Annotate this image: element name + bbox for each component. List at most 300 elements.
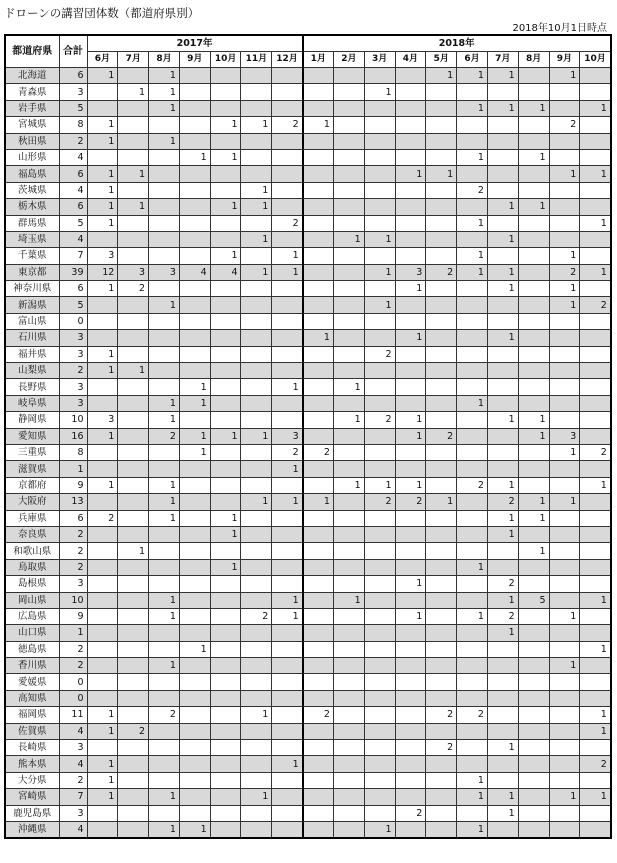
month-count-cell: [426, 592, 457, 608]
month-count-cell: [549, 461, 580, 477]
month-count-cell: [303, 68, 334, 84]
month-count-cell: 1: [210, 117, 241, 133]
month-count-cell: [395, 395, 426, 411]
month-count-cell: [549, 346, 580, 362]
prefecture-cell: 栃木県: [5, 199, 59, 215]
month-count-cell: [518, 166, 549, 182]
month-count-cell: 1: [364, 477, 395, 493]
month-count-cell: [487, 444, 518, 460]
month-count-cell: [580, 117, 611, 133]
month-count-cell: 1: [487, 510, 518, 526]
month-count-cell: [241, 461, 272, 477]
month-count-cell: 2: [87, 510, 118, 526]
month-count-cell: 1: [87, 772, 118, 788]
month-count-cell: [333, 805, 364, 821]
month-count-cell: [395, 543, 426, 559]
table-row: [5, 281, 611, 297]
month-count-cell: [210, 68, 241, 84]
month-count-cell: [364, 248, 395, 264]
month-count-cell: [395, 133, 426, 149]
month-count-cell: 1: [580, 592, 611, 608]
prefecture-cell: 三重県: [5, 444, 59, 460]
month-count-cell: [395, 641, 426, 657]
month-count-cell: [333, 444, 364, 460]
month-count-cell: [333, 428, 364, 444]
total-cell: 3: [59, 379, 87, 395]
month-count-cell: [457, 740, 488, 756]
month-count-cell: [580, 182, 611, 198]
month-count-cell: [364, 313, 395, 329]
month-count-cell: [580, 608, 611, 624]
month-count-cell: 2: [149, 707, 180, 723]
month-count-cell: [303, 346, 334, 362]
page-title: ドローンの講習団体数（都道府県別）: [4, 6, 200, 20]
month-count-cell: [549, 805, 580, 821]
total-cell: 3: [59, 330, 87, 346]
month-count-cell: 1: [149, 297, 180, 313]
month-count-cell: [580, 740, 611, 756]
month-count-cell: [580, 625, 611, 641]
month-count-cell: [426, 281, 457, 297]
month-count-cell: [457, 84, 488, 100]
month-count-cell: [303, 690, 334, 706]
month-count-cell: [333, 182, 364, 198]
total-cell: 0: [59, 690, 87, 706]
month-count-cell: 1: [87, 428, 118, 444]
month-count-cell: 1: [395, 608, 426, 624]
month-count-cell: 1: [395, 576, 426, 592]
month-count-cell: [395, 789, 426, 805]
month-count-cell: [179, 592, 210, 608]
month-count-cell: [426, 625, 457, 641]
month-count-cell: [118, 740, 149, 756]
drone-school-table: [4, 34, 612, 839]
month-count-cell: [118, 133, 149, 149]
month-count-cell: [179, 526, 210, 542]
month-count-cell: [179, 313, 210, 329]
month-count-cell: 1: [549, 444, 580, 460]
prefecture-cell: 滋賀県: [5, 461, 59, 477]
month-count-cell: 2: [457, 182, 488, 198]
month-count-cell: [333, 510, 364, 526]
month-count-cell: 1: [487, 789, 518, 805]
total-cell: 39: [59, 264, 87, 280]
prefecture-cell: 愛媛県: [5, 674, 59, 690]
table-row: [5, 330, 611, 346]
month-count-cell: 1: [395, 166, 426, 182]
month-count-cell: [426, 477, 457, 493]
month-count-cell: [241, 84, 272, 100]
month-count-cell: [272, 805, 303, 821]
month-count-cell: 1: [580, 723, 611, 739]
month-count-cell: 1: [333, 231, 364, 247]
month-count-cell: [457, 641, 488, 657]
month-count-cell: [518, 363, 549, 379]
month-count-cell: 2: [241, 608, 272, 624]
month-count-cell: [580, 772, 611, 788]
month-count-cell: 1: [118, 199, 149, 215]
month-count-cell: [333, 494, 364, 510]
month-count-cell: [272, 313, 303, 329]
prefecture-cell: 長野県: [5, 379, 59, 395]
month-count-cell: [580, 281, 611, 297]
month-count-cell: 1: [487, 281, 518, 297]
month-count-cell: 1: [149, 592, 180, 608]
month-count-cell: [272, 100, 303, 116]
month-count-cell: [333, 543, 364, 559]
month-count-cell: [333, 68, 364, 84]
month-count-cell: [426, 608, 457, 624]
month-count-cell: [518, 379, 549, 395]
month-count-cell: [272, 772, 303, 788]
month-count-cell: 1: [87, 281, 118, 297]
month-count-cell: [149, 330, 180, 346]
month-count-cell: [241, 740, 272, 756]
month-count-cell: [518, 658, 549, 674]
month-count-cell: 2: [426, 707, 457, 723]
month-count-cell: [303, 363, 334, 379]
month-count-cell: 1: [518, 543, 549, 559]
month-count-cell: [303, 428, 334, 444]
header-month: 6月: [457, 52, 488, 68]
month-count-cell: [272, 412, 303, 428]
month-count-cell: [118, 182, 149, 198]
month-count-cell: [118, 772, 149, 788]
total-cell: 4: [59, 723, 87, 739]
month-count-cell: [87, 559, 118, 575]
month-count-cell: [549, 576, 580, 592]
month-count-cell: 1: [210, 526, 241, 542]
month-count-cell: [457, 494, 488, 510]
prefecture-cell: 奈良県: [5, 526, 59, 542]
month-count-cell: [549, 641, 580, 657]
table-row: [5, 477, 611, 493]
month-count-cell: [333, 264, 364, 280]
month-count-cell: 1: [395, 412, 426, 428]
month-count-cell: [580, 68, 611, 84]
month-count-cell: [179, 166, 210, 182]
month-count-cell: 1: [580, 789, 611, 805]
month-count-cell: [364, 428, 395, 444]
month-count-cell: 1: [179, 641, 210, 657]
month-count-cell: [303, 608, 334, 624]
month-count-cell: [210, 330, 241, 346]
month-count-cell: [118, 297, 149, 313]
month-count-cell: [395, 248, 426, 264]
total-cell: 6: [59, 199, 87, 215]
total-cell: 2: [59, 526, 87, 542]
month-count-cell: [487, 248, 518, 264]
month-count-cell: [518, 231, 549, 247]
month-count-cell: [149, 543, 180, 559]
month-count-cell: [518, 346, 549, 362]
month-count-cell: [364, 543, 395, 559]
month-count-cell: 1: [364, 231, 395, 247]
month-count-cell: [426, 658, 457, 674]
month-count-cell: [457, 330, 488, 346]
prefecture-cell: 神奈川県: [5, 281, 59, 297]
month-count-cell: [179, 461, 210, 477]
month-count-cell: [303, 84, 334, 100]
month-count-cell: [179, 68, 210, 84]
month-count-cell: [426, 297, 457, 313]
month-count-cell: 1: [487, 477, 518, 493]
month-count-cell: [395, 740, 426, 756]
month-count-cell: [272, 690, 303, 706]
month-count-cell: [426, 248, 457, 264]
month-count-cell: [549, 231, 580, 247]
month-count-cell: 1: [518, 494, 549, 510]
month-count-cell: [580, 690, 611, 706]
month-count-cell: [179, 559, 210, 575]
month-count-cell: [487, 723, 518, 739]
table-row: [5, 789, 611, 805]
month-count-cell: [210, 789, 241, 805]
month-count-cell: [149, 690, 180, 706]
month-count-cell: [210, 395, 241, 411]
month-count-cell: [364, 117, 395, 133]
month-count-cell: [149, 461, 180, 477]
month-count-cell: 1: [549, 166, 580, 182]
month-count-cell: [241, 281, 272, 297]
month-count-cell: [580, 363, 611, 379]
prefecture-cell: 岩手県: [5, 100, 59, 116]
month-count-cell: [333, 363, 364, 379]
month-count-cell: [395, 526, 426, 542]
month-count-cell: [518, 559, 549, 575]
month-count-cell: 1: [364, 297, 395, 313]
month-count-cell: 2: [272, 444, 303, 460]
prefecture-cell: 岐阜県: [5, 395, 59, 411]
month-count-cell: 1: [580, 166, 611, 182]
month-count-cell: [87, 641, 118, 657]
month-count-cell: [426, 133, 457, 149]
month-count-cell: [210, 412, 241, 428]
month-count-cell: [364, 182, 395, 198]
month-count-cell: [395, 149, 426, 165]
month-count-cell: [149, 149, 180, 165]
month-count-cell: 1: [426, 68, 457, 84]
month-count-cell: [518, 248, 549, 264]
month-count-cell: [364, 100, 395, 116]
month-count-cell: 1: [241, 182, 272, 198]
month-count-cell: [179, 281, 210, 297]
month-count-cell: 1: [333, 592, 364, 608]
month-count-cell: [149, 723, 180, 739]
month-count-cell: [272, 297, 303, 313]
month-count-cell: [580, 576, 611, 592]
month-count-cell: [364, 461, 395, 477]
month-count-cell: 4: [210, 264, 241, 280]
month-count-cell: [179, 772, 210, 788]
month-count-cell: [457, 625, 488, 641]
month-count-cell: [487, 346, 518, 362]
month-count-cell: [303, 477, 334, 493]
total-cell: 4: [59, 821, 87, 838]
total-cell: 7: [59, 789, 87, 805]
prefecture-cell: 長崎県: [5, 740, 59, 756]
month-count-cell: 1: [487, 199, 518, 215]
total-cell: 10: [59, 412, 87, 428]
month-count-cell: [179, 789, 210, 805]
month-count-cell: [210, 690, 241, 706]
month-count-cell: [364, 510, 395, 526]
month-count-cell: [426, 412, 457, 428]
month-count-cell: 3: [395, 264, 426, 280]
month-count-cell: [518, 330, 549, 346]
month-count-cell: [580, 428, 611, 444]
month-count-cell: [87, 592, 118, 608]
month-count-cell: [241, 133, 272, 149]
month-count-cell: [179, 723, 210, 739]
month-count-cell: 1: [272, 248, 303, 264]
month-count-cell: [303, 543, 334, 559]
month-count-cell: [241, 543, 272, 559]
month-count-cell: [179, 100, 210, 116]
month-count-cell: [395, 84, 426, 100]
month-count-cell: [87, 313, 118, 329]
month-count-cell: [549, 133, 580, 149]
month-count-cell: [272, 199, 303, 215]
table-row: [5, 313, 611, 329]
prefecture-cell: 山梨県: [5, 363, 59, 379]
prefecture-cell: 新潟県: [5, 297, 59, 313]
month-count-cell: [272, 510, 303, 526]
month-count-cell: [426, 182, 457, 198]
month-count-cell: [580, 84, 611, 100]
month-count-cell: [149, 281, 180, 297]
month-count-cell: [241, 313, 272, 329]
month-count-cell: [487, 182, 518, 198]
month-count-cell: [241, 723, 272, 739]
month-count-cell: [303, 625, 334, 641]
month-count-cell: [87, 231, 118, 247]
month-count-cell: [210, 543, 241, 559]
month-count-cell: 1: [87, 707, 118, 723]
month-count-cell: 1: [364, 821, 395, 838]
month-count-cell: 1: [518, 510, 549, 526]
month-count-cell: [333, 117, 364, 133]
month-count-cell: 1: [241, 494, 272, 510]
table-row: [5, 379, 611, 395]
month-count-cell: [118, 559, 149, 575]
month-count-cell: [303, 641, 334, 657]
month-count-cell: [364, 756, 395, 772]
month-count-cell: [210, 100, 241, 116]
month-count-cell: [364, 674, 395, 690]
month-count-cell: [333, 248, 364, 264]
total-cell: 2: [59, 641, 87, 657]
month-count-cell: 1: [149, 477, 180, 493]
month-count-cell: [518, 133, 549, 149]
month-count-cell: [210, 658, 241, 674]
month-count-cell: [303, 772, 334, 788]
total-cell: 4: [59, 182, 87, 198]
month-count-cell: 1: [457, 559, 488, 575]
month-count-cell: [303, 281, 334, 297]
month-count-cell: [395, 117, 426, 133]
month-count-cell: [395, 690, 426, 706]
month-count-cell: 1: [457, 100, 488, 116]
month-count-cell: [272, 395, 303, 411]
month-count-cell: [580, 395, 611, 411]
month-count-cell: [118, 313, 149, 329]
month-count-cell: [333, 133, 364, 149]
month-count-cell: 1: [210, 149, 241, 165]
month-count-cell: [457, 510, 488, 526]
month-count-cell: 1: [272, 756, 303, 772]
month-count-cell: [364, 592, 395, 608]
month-count-cell: [149, 772, 180, 788]
month-count-cell: 1: [549, 68, 580, 84]
month-count-cell: [179, 199, 210, 215]
month-count-cell: [580, 248, 611, 264]
total-cell: 8: [59, 117, 87, 133]
total-cell: 8: [59, 444, 87, 460]
month-count-cell: [549, 395, 580, 411]
month-count-cell: 2: [364, 494, 395, 510]
month-count-cell: 2: [549, 264, 580, 280]
month-count-cell: [549, 690, 580, 706]
month-count-cell: 2: [118, 281, 149, 297]
header-month: 11月: [241, 52, 272, 68]
header-month: 9月: [179, 52, 210, 68]
month-count-cell: [118, 68, 149, 84]
month-count-cell: [118, 805, 149, 821]
month-count-cell: [549, 330, 580, 346]
month-count-cell: [549, 543, 580, 559]
month-count-cell: 1: [87, 789, 118, 805]
month-count-cell: [580, 149, 611, 165]
month-count-cell: 1: [487, 592, 518, 608]
month-count-cell: 1: [241, 231, 272, 247]
month-count-cell: [272, 231, 303, 247]
month-count-cell: 2: [426, 428, 457, 444]
prefecture-cell: 大阪府: [5, 494, 59, 510]
table-row: [5, 625, 611, 641]
month-count-cell: [487, 166, 518, 182]
table-row: [5, 68, 611, 84]
month-count-cell: [549, 740, 580, 756]
month-count-cell: [457, 805, 488, 821]
month-count-cell: [395, 559, 426, 575]
month-count-cell: 2: [364, 346, 395, 362]
month-count-cell: [241, 690, 272, 706]
month-count-cell: 1: [395, 428, 426, 444]
month-count-cell: [426, 84, 457, 100]
month-count-cell: [457, 379, 488, 395]
month-count-cell: 1: [487, 526, 518, 542]
month-count-cell: [179, 215, 210, 231]
month-count-cell: [118, 510, 149, 526]
month-count-cell: [395, 658, 426, 674]
month-count-cell: 1: [549, 248, 580, 264]
header-month: 9月: [549, 52, 580, 68]
month-count-cell: [272, 576, 303, 592]
month-count-cell: [518, 215, 549, 231]
month-count-cell: [457, 592, 488, 608]
month-count-cell: [272, 674, 303, 690]
month-count-cell: [210, 821, 241, 838]
month-count-cell: [457, 363, 488, 379]
table-row: [5, 641, 611, 657]
month-count-cell: [118, 444, 149, 460]
month-count-cell: [118, 330, 149, 346]
month-count-cell: [241, 576, 272, 592]
month-count-cell: [518, 68, 549, 84]
month-count-cell: [303, 526, 334, 542]
prefecture-cell: 福島県: [5, 166, 59, 182]
